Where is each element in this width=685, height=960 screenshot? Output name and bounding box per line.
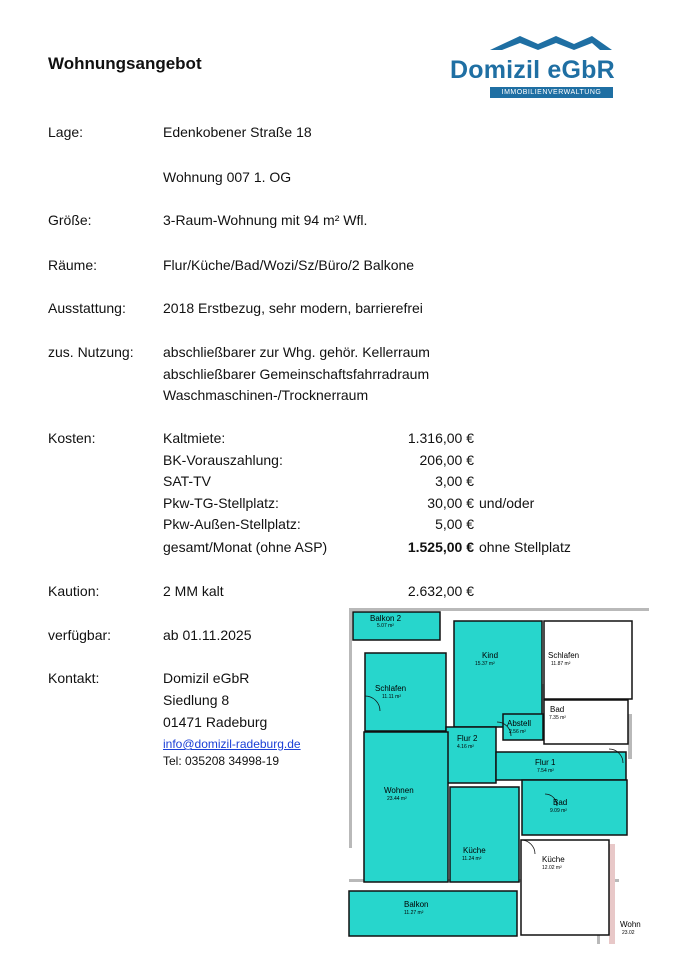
floorplan-label: Bad xyxy=(550,705,565,714)
floorplan-area: 11.27 m² xyxy=(404,910,424,916)
company-logo xyxy=(450,36,655,100)
floorplan-label: Schlafen xyxy=(548,651,580,660)
floorplan-area: 11.24 m² xyxy=(462,856,482,862)
contact-city: 01471 Radeburg xyxy=(163,714,268,730)
contact-name: Domizil eGbR xyxy=(163,670,250,686)
label-groesse: Größe: xyxy=(48,212,92,228)
logo-subline: IMMOBILIENVERWALTUNG xyxy=(490,87,613,98)
cost-amount: 30,00 € xyxy=(427,495,474,511)
floorplan-label: Flur 1 xyxy=(535,758,556,767)
page-title: Wohnungsangebot xyxy=(48,54,202,73)
room-schlafen-right xyxy=(544,621,632,699)
contact-email-link[interactable]: info@domizil-radeburg.de xyxy=(163,737,301,751)
cost-total-name: gesamt/Monat (ohne ASP) xyxy=(163,539,328,555)
floorplan-label: Küche xyxy=(463,846,486,855)
cost-name: BK-Vorauszahlung: xyxy=(163,452,283,468)
floorplan-area: 5.07 m² xyxy=(377,623,394,629)
contact-phone: Tel: 035208 34998-19 xyxy=(163,754,280,768)
floorplan-area: 9.09 m² xyxy=(550,808,567,814)
label-verfuegbar: verfügbar: xyxy=(48,627,112,643)
floorplan-area: 2.56 m² xyxy=(509,729,526,735)
label-ausstattung: Ausstattung: xyxy=(48,300,126,316)
nutzung-item: Waschmaschinen-/Trocknerraum xyxy=(163,387,369,403)
floorplan-area: 7.35 m² xyxy=(549,715,566,721)
floorplan-area: 4.16 m² xyxy=(457,744,474,750)
cost-total-note: ohne Stellplatz xyxy=(479,539,571,555)
value-groesse: 3-Raum-Wohnung mit 94 m² Wfl. xyxy=(163,212,368,228)
floor-plan xyxy=(345,604,685,960)
value-street: Edenkobener Straße 18 xyxy=(163,124,312,140)
cost-total-amount: 1.525,00 € xyxy=(407,539,474,555)
value-verfuegbar: ab 01.11.2025 xyxy=(163,627,252,643)
label-kaution: Kaution: xyxy=(48,583,100,599)
value-raeume: Flur/Küche/Bad/Wozi/Sz/Büro/2 Balkone xyxy=(163,257,415,273)
floorplan-label: Balkon 2 xyxy=(370,614,402,623)
room-bad-2 xyxy=(522,780,627,835)
cost-name: Kaltmiete: xyxy=(163,430,226,446)
label-kosten: Kosten: xyxy=(48,430,96,446)
nutzung-item: abschließbarer zur Whg. gehör. Kellerraum xyxy=(163,344,430,360)
cost-amount: 206,00 € xyxy=(419,452,474,468)
floorplan-label: Wohnen xyxy=(384,786,414,795)
floorplan-area: 23.02 xyxy=(622,930,635,936)
cost-note: und/oder xyxy=(479,495,535,511)
nutzung-item: abschließbarer Gemeinschaftsfahrradraum xyxy=(163,366,430,382)
cost-name: SAT-TV xyxy=(163,473,211,489)
floorplan-area: 12.02 m² xyxy=(542,865,562,871)
value-ausstattung: 2018 Erstbezug, sehr modern, barrierefrei xyxy=(163,300,423,316)
label-nutzung: zus. Nutzung: xyxy=(48,344,134,360)
cost-amount: 5,00 € xyxy=(435,516,474,532)
floorplan-label: Kind xyxy=(482,651,499,660)
floorplan-label: Balkon xyxy=(404,900,429,909)
value-kaution: 2 MM kalt xyxy=(163,583,224,599)
floorplan-label: Abstell xyxy=(507,719,532,728)
room-flur-1 xyxy=(496,752,626,780)
floorplan-area: 11.11 m² xyxy=(382,694,401,700)
room-kueche-2 xyxy=(521,840,609,935)
floorplan-label: Schlafen xyxy=(375,684,407,693)
roof-icon xyxy=(450,36,655,58)
floorplan-label: Bad xyxy=(553,798,568,807)
floorplan-area: 11.87 m² xyxy=(551,661,571,667)
label-kontakt: Kontakt: xyxy=(48,670,100,686)
label-lage: Lage: xyxy=(48,124,84,140)
floorplan-area: 15.37 m² xyxy=(475,661,495,667)
floorplan-label: Küche xyxy=(542,855,565,864)
value-unit: Wohnung 007 1. OG xyxy=(163,169,292,185)
cost-amount: 1.316,00 € xyxy=(407,430,474,446)
floorplan-area: 23.44 m² xyxy=(387,796,407,802)
room-balkon xyxy=(349,891,517,936)
room-kueche-1 xyxy=(450,787,519,882)
kaution-amount: 2.632,00 € xyxy=(407,583,474,599)
floorplan-area: 7.54 m² xyxy=(537,768,554,774)
cost-name: Pkw-Außen-Stellplatz: xyxy=(163,516,301,532)
contact-street: Siedlung 8 xyxy=(163,692,230,708)
floorplan-label: Wohn xyxy=(620,920,641,929)
room-kind xyxy=(454,621,542,727)
logo-brand: Domizil eGbR xyxy=(450,56,615,84)
room-wohnen xyxy=(364,732,448,882)
cost-name: Pkw-TG-Stellplatz: xyxy=(163,495,279,511)
cost-amount: 3,00 € xyxy=(435,473,474,489)
label-raeume: Räume: xyxy=(48,257,98,273)
floorplan-label: Flur 2 xyxy=(457,734,478,743)
